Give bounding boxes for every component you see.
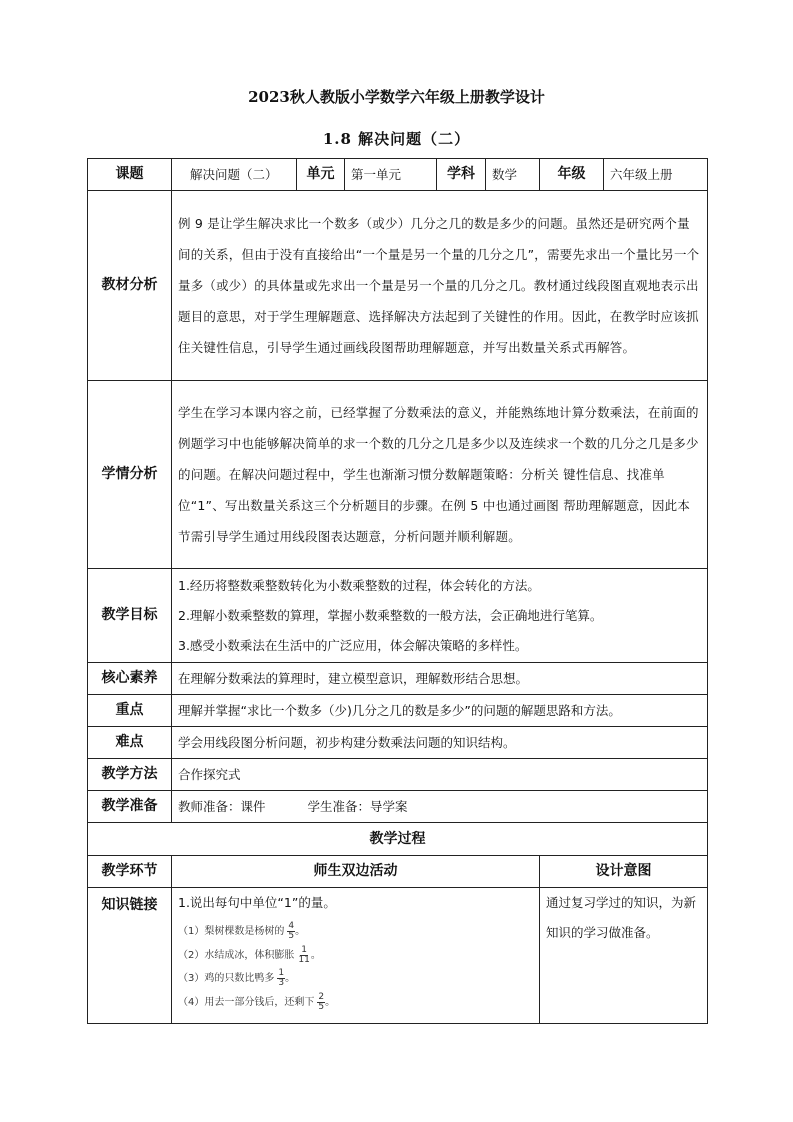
- process-title-row: [88, 823, 708, 856]
- document-title: 2023秋人教版小学数学六年级上册教学设计: [248, 88, 545, 106]
- unit-label: 单元: [297, 159, 345, 191]
- difficulty-label: 难点: [88, 727, 172, 759]
- goal-item: 2.理解小数乘整数的算理，掌握小数乘整数的一般方法，会正确地进行笔算。: [178, 607, 603, 623]
- teaching-goals-label: 教学目标: [88, 569, 172, 663]
- topic-label: 课题: [88, 159, 172, 191]
- unit-value: 第一单元: [345, 159, 437, 191]
- topic-value: 解决问题（二）: [172, 159, 297, 191]
- goal-item: 1.经历将整数乘整数转化为小数乘整数的过程，体会转化的方法。: [178, 577, 540, 593]
- list-item: （2）水结成冰，体积膨胀 $\frac{1}{11}$ 。: [178, 944, 321, 965]
- textbook-analysis-text: 例 9 是让学生解决求比一个数多（或少）几分之几的数是多少的问题。虽然还是研究两个量间的关系，但由于没有直接给出“一个量是另一个量的几分之几”，需要先求出一个量比另一个量多（或少）的具体量或先求出一个量是另一个量的几分之几。教材通过线段图直观地表示出题目的意思，对于学生理解题意、选择解决方法起到了关键性的作用。因此，在教学时应该抓住关键性信息，引导学生通过画线段图帮助理解题意，并写出数量关系式再解答。: [172, 191, 708, 381]
- core-literacy-text: 在理解分数乘法的算理时，建立模型意识，理解数形结合思想。: [172, 663, 708, 695]
- list-item: （1）梨树棵数是杨树的 $\frac{4}{5}$ 。: [178, 921, 306, 942]
- knowledge-link-row: [88, 888, 708, 1024]
- student-analysis-text: 学生在学习本课内容之前，已经掌握了分数乘法的意义，并能熟练地计算分数乘法，在前面的例题学习中也能够解决简单的求一个数的几分之几是多少以及连续求一个数的几分之几是多少的问题。在解决问题过程中，学生也渐渐习惯分数解题策略：分析关 键性信息、找准单位“1”、写出数量关系这三个分析题目的步骤。在例 5 中也通过画图 帮助理解题意，因此本节需引导学生通过用线段图表达题意，分析问题并顺利解题。: [172, 381, 708, 569]
- student-preparation: 学生准备：导学案: [307, 799, 408, 814]
- activity-column-header: 师生双边活动: [172, 856, 540, 888]
- preparation-label: 教学准备: [88, 791, 172, 823]
- core-literacy-label: 核心素养: [88, 663, 172, 695]
- lesson-title: 1.8 解决问题（二）: [322, 130, 471, 148]
- preparation-row: [88, 791, 708, 823]
- fraction: $\frac{1}{3}$: [278, 968, 285, 989]
- preparation-text: [172, 791, 708, 823]
- fraction: $\frac{1}{11}$: [298, 944, 310, 965]
- student-analysis-label: 学情分析: [88, 381, 172, 569]
- core-literacy-row: [88, 663, 708, 695]
- method-label: 教学方法: [88, 759, 172, 791]
- list-item: （3）鸡的只数比鸭多 $\frac{1}{3}$ 。: [178, 968, 296, 989]
- list-item: （4）用去一部分钱后，还剩下 $\frac{2}{5}$ 。: [178, 991, 336, 1012]
- key-point-row: [88, 695, 708, 727]
- info-row: [88, 159, 708, 191]
- method-text: 合作探究式: [172, 759, 708, 791]
- grade-value: 六年级上册: [604, 159, 708, 191]
- stage-column-header: 教学环节: [88, 856, 172, 888]
- fraction: $\frac{4}{5}$: [288, 921, 295, 942]
- question-list: [178, 920, 533, 1014]
- grade-label: 年级: [540, 159, 604, 191]
- teaching-goals-row: [88, 569, 708, 663]
- goal-item: 3.感受小数乘法在生活中的广泛应用，体会解决策略的多样性。: [178, 637, 528, 653]
- teaching-goals-list: [172, 569, 708, 663]
- subject-label: 学科: [437, 159, 486, 191]
- intent-column-header: 设计意图: [540, 856, 708, 888]
- knowledge-link-activity: [172, 888, 540, 1024]
- student-analysis-row: [88, 381, 708, 569]
- key-point-label: 重点: [88, 695, 172, 727]
- method-row: [88, 759, 708, 791]
- difficulty-text: 学会用线段图分析问题，初步构建分数乘法问题的知识结构。: [172, 727, 708, 759]
- difficulty-row: [88, 727, 708, 759]
- knowledge-link-prompt: 1.说出每句中单位“1”的量。: [178, 895, 336, 910]
- fraction: $\frac{2}{5}$: [318, 991, 325, 1012]
- knowledge-link-intent: 通过复习学过的知识，为新知识的学习做准备。: [540, 888, 708, 1024]
- process-header-row: [88, 856, 708, 888]
- knowledge-link-label: 知识链接: [88, 888, 172, 1024]
- process-title: 教学过程: [88, 823, 708, 856]
- subject-value: 数学: [486, 159, 540, 191]
- textbook-analysis-label: 教材分析: [88, 191, 172, 381]
- teacher-preparation: 教师准备：课件: [178, 799, 266, 814]
- lesson-plan-table: [87, 158, 708, 1024]
- textbook-analysis-row: [88, 191, 708, 381]
- key-point-text: 理解并掌握“求比一个数多（少)几分之几的数是多少”的问题的解题思路和方法。: [172, 695, 708, 727]
